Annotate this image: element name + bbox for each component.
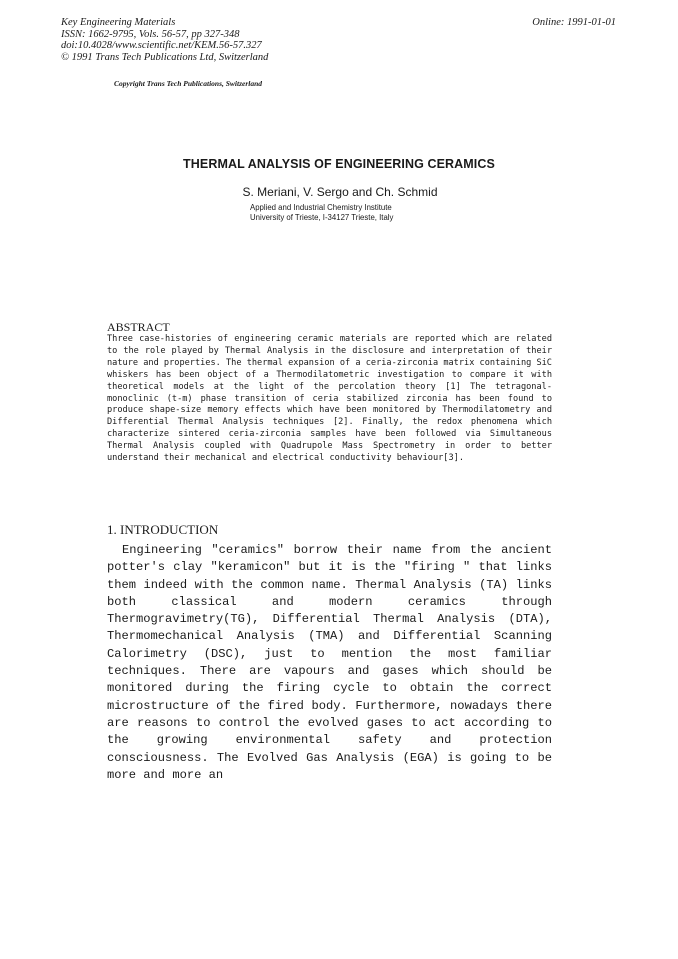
abstract-heading: ABSTRACT (107, 320, 170, 334)
affiliation-line-2: University of Trieste, I-34127 Trieste, Italy (250, 213, 394, 222)
introduction-heading: 1. INTRODUCTION (107, 522, 219, 537)
paper-authors: S. Meriani, V. Sergo and Ch. Schmid (242, 185, 438, 199)
affiliation (250, 203, 393, 223)
introduction-text: Engineering "ceramics" borrow their name from the ancient potter's clay "keramicon" but it is the "firing " that links them indeed with the common name. Thermal Analysis (TA) links both classical and modern ceramics through Thermogravimetry(TG), Differential Thermal Analysis (DTA), Thermomechanical Analysis (TMA) and Differential Scanning Calorimetry (DSC), just to mention the most familiar techniques. There are vapours and gases which should be monitored during the firing cycle to obtain the correct microstructure of the fired body. Furthermore, nowadays there are reasons to control the evolved gases to act according to the growing environmental safety and protection consciousness. The Evolved Gas Analysis (EGA) is going to be more and more an (107, 543, 552, 782)
online-date: Online: 1991-01-01 (532, 17, 616, 28)
abstract-text: Three case-histories of engineering ceramic materials are reported which are related to the role played by Thermal Analysis in the disclosure and interpretation of their nature and properties. The thermal expansion of a ceria-zirconia matrix containing SiC whiskers has been object of a Thermodilatometric investigation to compare it with theoretical models at the light of the percolation theory [1] The tetragonal-monoclinic (t-m) phase transition of ceria stabilized zirconia has been found to produce shape-size memory effects which have been monitored by Thermodilatometry and Differential Thermal Analysis techniques [2]. Finally, the redox phenomena which characterize sintered ceria-zirconia samples have been followed via Simultaneous Thermal Analysis coupled with Quadrupole Mass Spectrometry in order to better understand their mechanical and electrical conductivity behaviour[3]. (107, 334, 552, 464)
publication-metadata (61, 17, 268, 63)
journal-name: Key Engineering Materials (61, 17, 176, 28)
paper-title: THERMAL ANALYSIS OF ENGINEERING CERAMICS (183, 157, 495, 171)
doi-line: doi:10.4028/www.scientific.net/KEM.56-57.327 (61, 40, 262, 52)
copyright-stamp: Copyright Trans Tech Publications, Switzerland (114, 79, 263, 88)
issn-line: ISSN: 1662-9795, Vols. 56-57, pp 327-348 (61, 28, 240, 40)
affiliation-line-1: Applied and Industrial Chemistry Institute (250, 203, 392, 212)
copyright-line: © 1991 Trans Tech Publications Ltd, Switzerland (61, 51, 269, 63)
